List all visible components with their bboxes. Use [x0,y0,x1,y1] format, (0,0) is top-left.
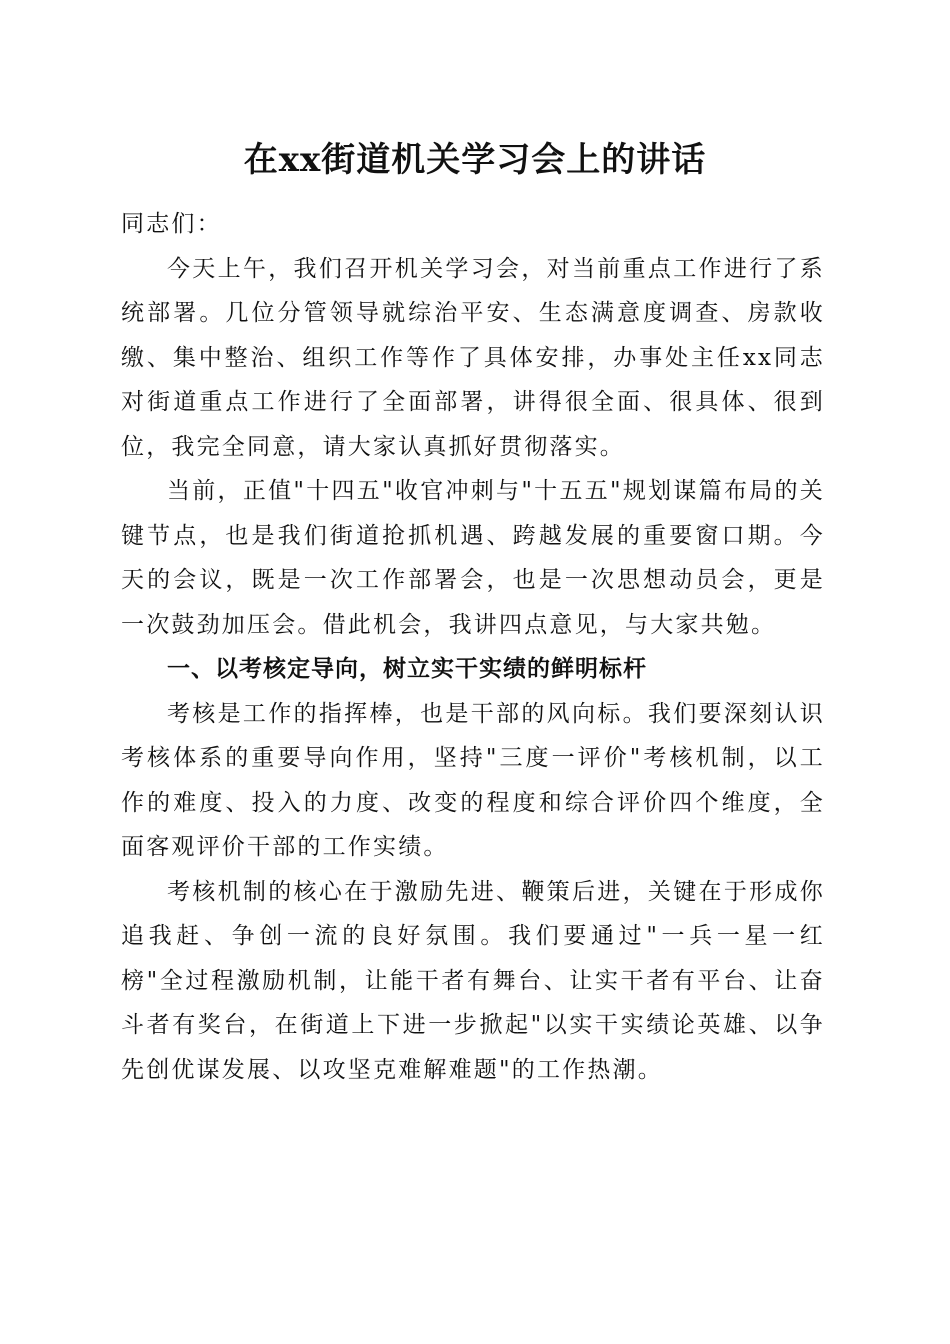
section-heading: 一、以考核定导向，树立实干实绩的鲜明标杆 [167,656,647,682]
paragraph-context: 当前，正值"十四五"收官冲刺与"十五五"规划谋篇布局的关键节点，也是我们街道抢抓机遇、跨越发展的重要窗口期。今天的会议，既是一次工作部署会，也是一次思想动员会，更是一次鼓劲加压会。借此机会，我讲四点意见，与大家共勉。 [121,478,825,638]
document-body [121,202,825,1092]
document-title: 在xx街道机关学习会上的讲话 [243,140,707,180]
paragraph-incentive: 考核机制的核心在于激励先进、鞭策后进，关键在于形成你追我赶、争创一流的良好氛围。我们要通过"一兵一星一红榜"全过程激励机制，让能干者有舞台、让实干者有平台、让奋斗者有奖台，在街道上下进一步掀起"以实干实绩论英雄、以争先创优谋发展、以攻坚克难解难题"的工作热潮。 [121,878,825,1083]
paragraph-opening: 今天上午，我们召开机关学习会，对当前重点工作进行了系统部署。几位分管领导就综治平安、生态满意度调查、房款收缴、集中整治、组织工作等作了具体安排，办事处主任xx同志对街道重点工作进行了全面部署，讲得很全面、很具体、很到位，我完全同意，请大家认真抓好贯彻落实。 [121,255,825,460]
paragraph-assessment: 考核是工作的指挥棒，也是干部的风向标。我们要深刻认识考核体系的重要导向作用，坚持"三度一评价"考核机制，以工作的难度、投入的力度、改变的程度和综合评价四个维度，全面客观评价干部的工作实绩。 [121,700,825,860]
salutation: 同志们： [121,211,222,237]
